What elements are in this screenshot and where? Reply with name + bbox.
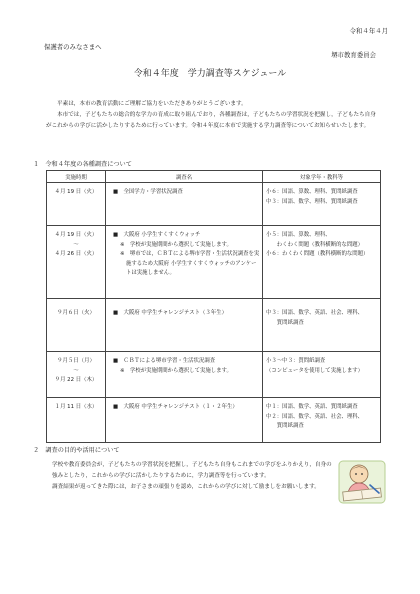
survey-name: ■ 大阪府 中学生チャレンジテスト（１・２年生） (113, 404, 238, 410)
period-text: ～ (73, 367, 79, 374)
grade-line: 質問紙調査 (266, 423, 304, 429)
grades-cell (263, 226, 381, 299)
survey-note: ※ 学校が実施期間から選択して実施します。 (120, 241, 232, 248)
section-heading-schedule: １ 令和４年度の各種調査について (33, 161, 132, 168)
survey-name: ■ 大阪府 中学生チャレンジテスト（３年生） (113, 310, 227, 316)
grade-line: 小３～中３：質問紙調査 (266, 358, 326, 364)
section-heading-purpose: ２ 調査の目的や活用について (33, 447, 120, 454)
grade-line: （コンピュータを使用して実施します） (266, 367, 364, 374)
period-text: １月 11 日（水） (54, 404, 98, 410)
grade-line: 中３：国語、数学、英語、社会、理科、 (266, 310, 364, 316)
grades-cell (263, 398, 381, 443)
purpose-paragraph: 学校や教育委員会が，子どもたちの学習状況を把握し，子どもたち自身もこれまでの学びをふりかえり，自身の強みとしたり，これからの学びに活かしたりするために，学力調査等を行っています。 (52, 462, 332, 480)
period-cell (47, 352, 106, 398)
survey-note: ※ 学校が実施期間から選択して実施します。 (120, 367, 232, 374)
survey-name: ■ ＣＢＴによる堺市学習・生活状況調査 (113, 358, 216, 364)
period-text: ９月 22 日（木） (54, 377, 98, 383)
survey-cell (106, 183, 263, 226)
purpose-paragraph: 調査結果が返ってきた際には，お子さまの頑張りを認め，これからの学びに対して励ましをお願いします。 (52, 484, 320, 491)
grade-line: 小６：国語、算数、理科、質問紙調査 (266, 189, 358, 195)
table-row (47, 183, 381, 226)
studying-child-illustration (337, 457, 387, 507)
survey-cell (106, 398, 263, 443)
period-text: ４月 26 日（火） (54, 251, 98, 257)
grades-cell (263, 299, 381, 352)
period-cell (47, 398, 106, 443)
grades-cell (263, 352, 381, 398)
period-text: ４月 19 日（火） (54, 189, 98, 195)
survey-cell (106, 352, 263, 398)
purpose-text (52, 460, 334, 494)
period-cell (47, 299, 106, 352)
table-row (47, 226, 381, 299)
schedule-table (46, 170, 381, 443)
grade-line: わくわく問題（教科横断的な問題） (266, 241, 364, 248)
survey-name: ■ 全国学力・学習状況調査 (113, 189, 183, 195)
period-cell (47, 226, 106, 299)
table-row (47, 352, 381, 398)
column-header-survey: 調査名 (106, 171, 263, 183)
column-header-grades: 対象学年・教科等 (263, 171, 381, 183)
grades-cell (263, 183, 381, 226)
grade-line: 中３：国語、数学、理科、質問紙調査 (266, 198, 358, 205)
period-text: ～ (73, 241, 79, 248)
period-text: ４月 19 日（火） (54, 232, 98, 238)
period-cell (47, 183, 106, 226)
grade-line: 質問紙調査 (266, 319, 304, 326)
survey-cell (106, 226, 263, 299)
grade-line: 小６：わくわく問題（教科横断的な問題） (266, 251, 369, 257)
intro-paragraph: 平素は，本市の教育活動にご理解ご協力をいただきありがとうございます。 (57, 101, 247, 107)
recipient: 保護者のみなさまへ (44, 43, 102, 51)
survey-note: ※ 堺市では，ＣＢＴによる堺市学習・生活状況調査を実施するため大阪府 小学生すくすくウォッチのアンケートは実施しません。 (120, 251, 260, 276)
column-header-period: 実施時期 (47, 171, 106, 183)
sender: 堺市教育委員会 (331, 51, 376, 59)
period-text: ９月６日（火） (57, 310, 95, 316)
grade-line: 中１：国語、数学、英語、質問紙調査 (266, 404, 358, 410)
grade-line: 小５：国語、算数、理科、 (266, 232, 331, 238)
grade-line: 中２：国語、数学、英語、社会、理科、 (266, 413, 364, 420)
table-row (47, 299, 381, 352)
period-text: ９月５日（月） (57, 358, 95, 364)
page-title: 令和４年度 学力調査等スケジュール (133, 69, 287, 79)
table-header-row (47, 171, 381, 183)
intro-paragraph: 本市では，子どもたちの総合的な学力の育成に取り組んでおり，各種調査は，子どもたちの学習状況を把握し，子どもたち自身がこれからの学びに活かしたりするために行っています。令和４年度に本市で実施する学力調査等についてお知らせいたします。 (46, 112, 376, 130)
table-row (47, 398, 381, 443)
survey-cell (106, 299, 263, 352)
intro-text (46, 99, 378, 133)
survey-name: ■ 大阪府 小学生すくすくウォッチ (113, 232, 201, 238)
issue-date: 令和４年４月 (349, 27, 388, 35)
